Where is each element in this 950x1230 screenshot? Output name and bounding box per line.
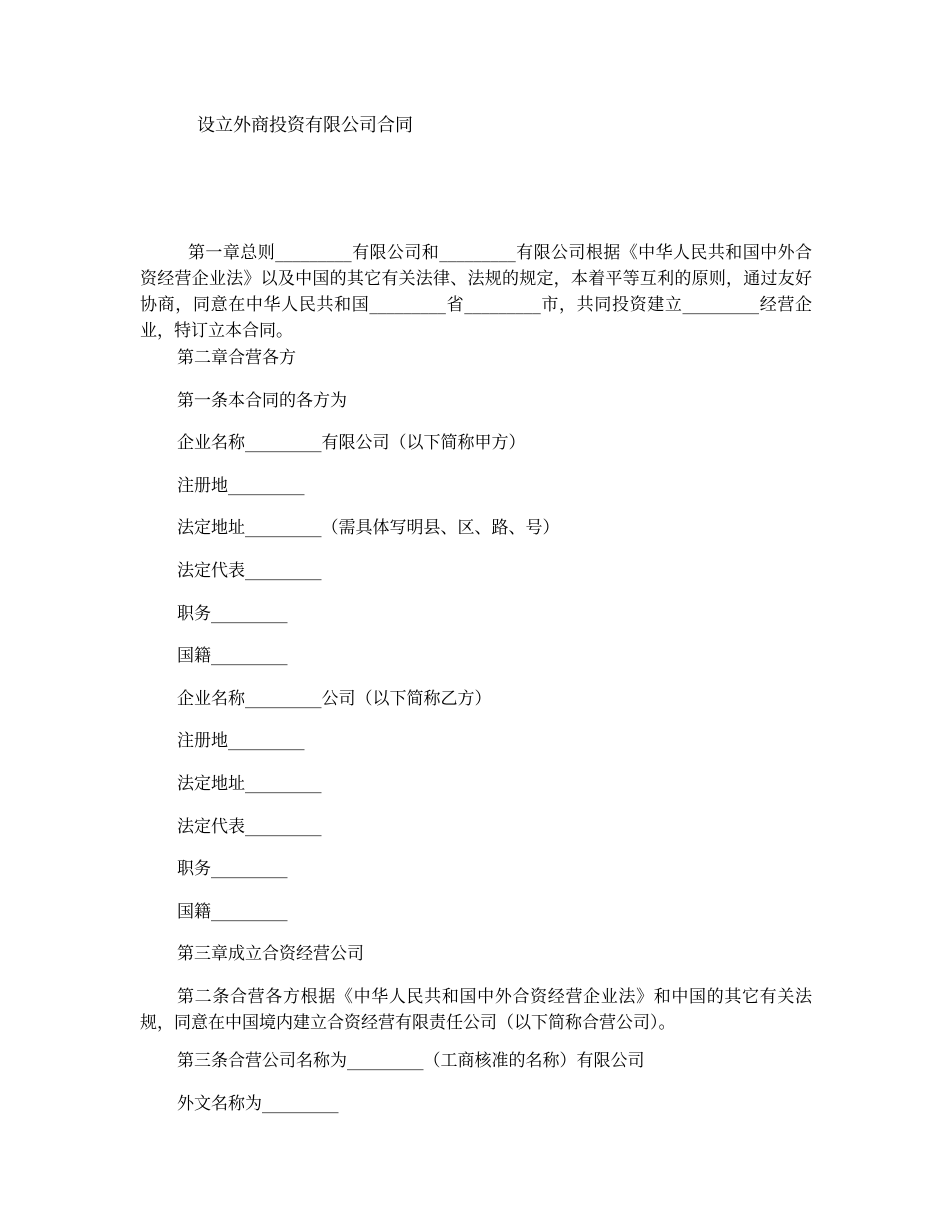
party-a-registration: 注册地_________ bbox=[177, 476, 305, 496]
party-b-position: 职务_________ bbox=[177, 859, 288, 879]
party-a-representative: 法定代表_________ bbox=[177, 561, 322, 581]
article-3: 第三条合营公司名称为_________（工商核准的名称）有限公司 bbox=[177, 1051, 645, 1071]
party-b-registration: 注册地_________ bbox=[177, 731, 305, 751]
article-1: 第一条本合同的各方为 bbox=[177, 391, 347, 411]
foreign-name: 外文名称为_________ bbox=[177, 1094, 339, 1114]
party-b-name: 企业名称_________公司（以下简称乙方） bbox=[177, 689, 492, 709]
document-title: 设立外商投资有限公司合同 bbox=[197, 115, 413, 136]
chapter-1-paragraph: 第一章总则_________有限公司和_________有限公司根据《中华人民共和国中外合资经营企业法》以及中国的其它有关法律、法规的规定，本着平等互利的原则，通过友好协商，同意在中华人民共和国_________省_________市，共同投资建立_________经营企业，特订立本合同。 bbox=[140, 243, 812, 341]
party-a-position: 职务_________ bbox=[177, 604, 288, 624]
party-b-representative: 法定代表_________ bbox=[177, 817, 322, 837]
chapter-3-heading: 第三章成立合资经营公司 bbox=[177, 944, 364, 964]
party-a-name: 企业名称_________有限公司（以下简称甲方） bbox=[177, 433, 526, 453]
party-b-address: 法定地址_________ bbox=[177, 774, 322, 794]
party-a-nationality: 国籍_________ bbox=[177, 646, 288, 666]
article-2: 第二条合营各方根据《中华人民共和国中外合资经营企业法》和中国的其它有关法规，同意在中国境内建立合资经营有限责任公司（以下简称合营公司）。 bbox=[140, 987, 812, 1033]
chapter-2-heading: 第二章合营各方 bbox=[177, 348, 296, 368]
party-b-nationality: 国籍_________ bbox=[177, 902, 288, 922]
party-a-address: 法定地址_________（需具体写明县、区、路、号） bbox=[177, 518, 560, 538]
